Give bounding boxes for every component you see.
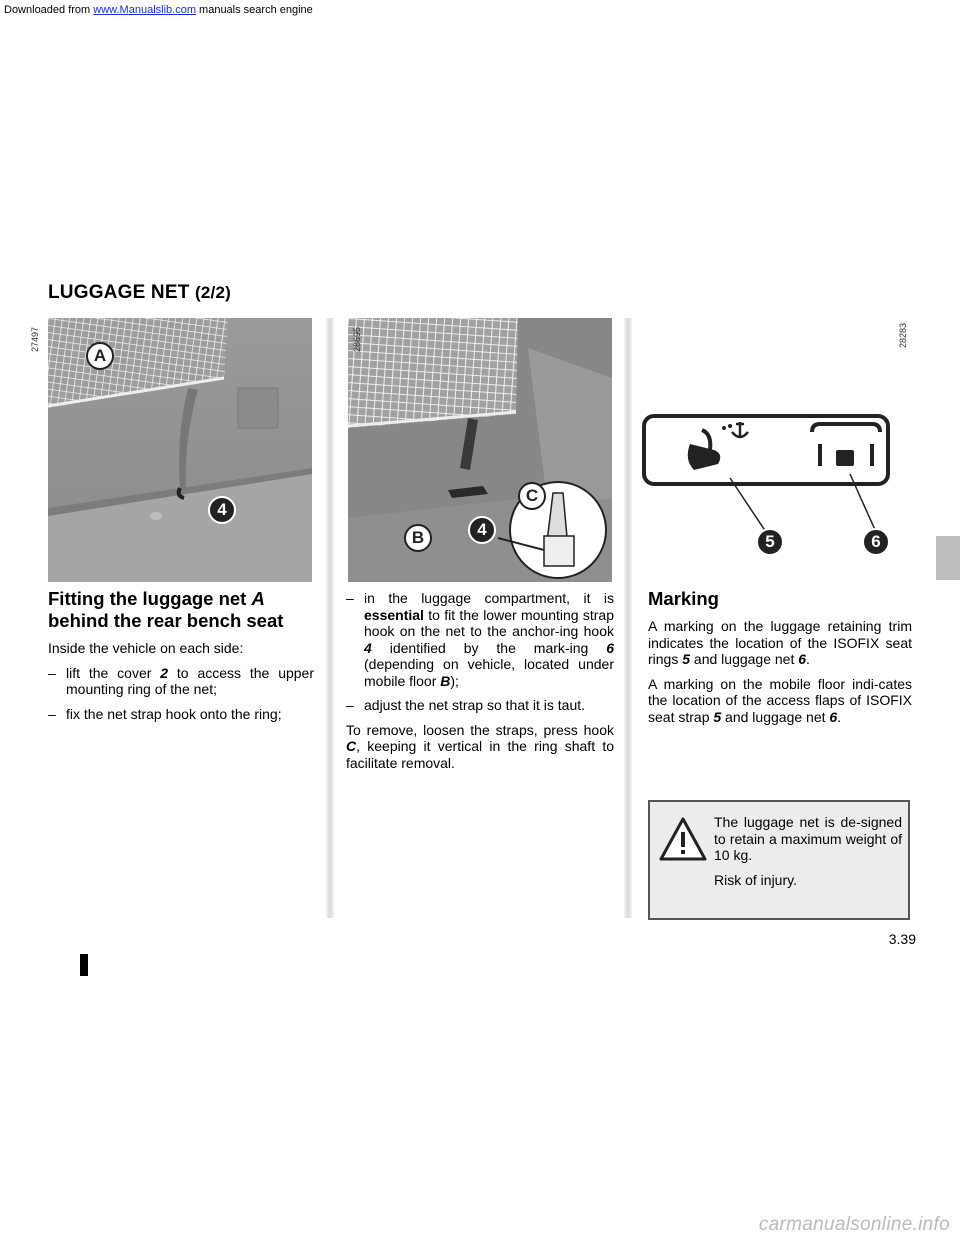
list-item: – fix the net strap hook onto the ring; [48, 705, 282, 722]
watermark: carmanualsonline.info [758, 1214, 950, 1235]
image-code-middle: 28695 [352, 326, 362, 352]
isofix-marking-illustration [640, 400, 900, 560]
callout-4: 4 [208, 496, 236, 524]
removal-text: To remove, loosen the straps, press hook C, keeping it vertical in the ring shaft to facilitate removal. [346, 721, 614, 771]
manualslib-link[interactable]: www.Manualslib.com [93, 4, 196, 16]
list-item: – adjust the net strap so that it is taut. [346, 697, 586, 713]
callout-C: C [518, 482, 546, 510]
download-header: Downloaded from www.Manualslib.com manuals search engine [4, 4, 313, 16]
list-item: – in the luggage compartment, it is essential to fit the lower mounting strap hook on the net to the anchor-ing hook 4 identified by the mark-ing 6 (depending on vehicle, located under mobile floor B); [346, 590, 614, 689]
photo-middle [348, 318, 612, 582]
warning-box [648, 800, 910, 920]
footer-marker [80, 954, 88, 976]
column-2 [346, 590, 614, 771]
section-heading-fitting: Fitting the luggage net A behind the rear bench seat [48, 588, 284, 631]
intro-text: Inside the vehicle on each side: [48, 640, 244, 656]
column-1 [48, 588, 314, 722]
column-3 [648, 588, 912, 725]
callout-A: A [86, 342, 114, 370]
page-number: 3.39 [888, 931, 916, 947]
callout-B: B [404, 524, 432, 552]
callout-5: 5 [756, 528, 784, 556]
image-code-left: 27497 [30, 326, 40, 352]
section-heading-marking: Marking [648, 588, 719, 609]
photo-left [48, 318, 312, 582]
warning-text: The luggage net is de-signed to retain a maximum weight of 10 kg. [714, 814, 902, 863]
page-title: LUGGAGE NET (2/2) [48, 282, 231, 303]
column-divider-2 [624, 318, 632, 918]
callout-6: 6 [862, 528, 890, 556]
warning-triangle-icon [658, 816, 708, 862]
marking-text-1: A marking on the luggage retaining trim indicates the location of the ISOFIX seat rings 5 and luggage net 6. [648, 618, 912, 667]
list-item: – lift the cover 2 to access the upper mounting ring of the net; [48, 664, 314, 697]
marking-text-2: A marking on the mobile floor indi-cates the location of the access flaps of ISOFIX seat strap 5 and luggage net 6. [648, 675, 912, 725]
image-code-right: 28283 [898, 322, 908, 348]
column-divider-1 [326, 318, 334, 918]
warning-risk: Risk of injury. [714, 871, 797, 888]
chapter-tab [936, 536, 960, 580]
callout-4-middle: 4 [468, 516, 496, 544]
